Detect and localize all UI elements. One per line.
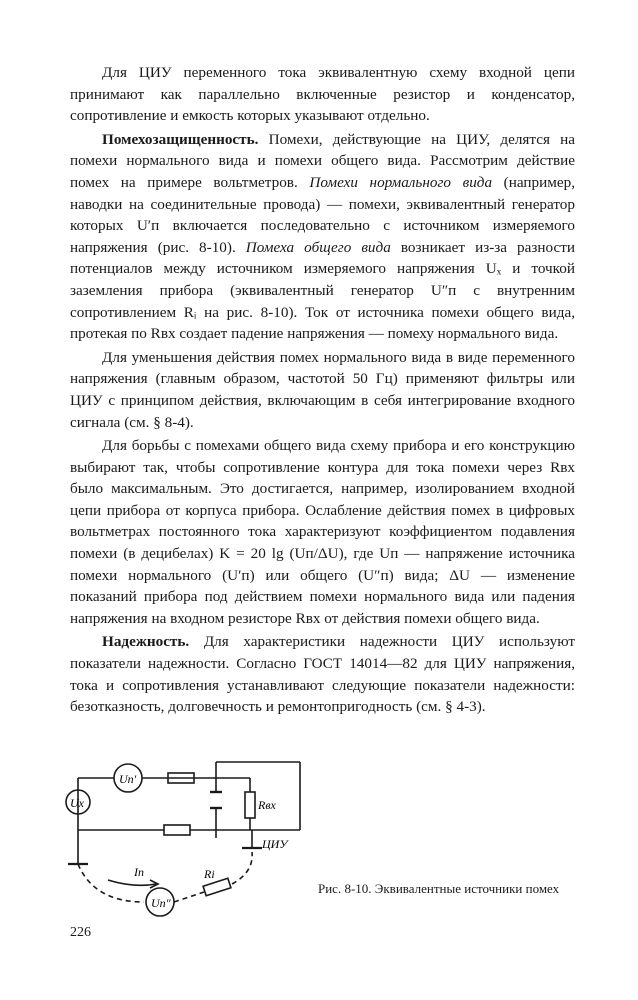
page-number: 226 [70,925,91,940]
r-i-label: Ri [204,867,215,881]
italic-term: Помеха общего вида [245,238,391,256]
circuit-diagram [64,752,314,920]
text-run: Для уменьшения действия помех нормального вида в виде переменного напряжения (главным образом, частотой 50 Гц) применяют фильтры или ЦИУ с принципом действия, включающим в себя интегрирование входного сигнала (см. § 8-4). [70,348,575,431]
text-body [70,62,575,718]
text-run: Для ЦИУ переменного тока эквивалентную схему входной цепи принимают как параллельно включенные резистор и конденсатор, сопротивление и емкость которых указывают отдельно. [70,64,575,125]
paragraph [70,435,575,629]
source-un2-label: Un″ [151,896,171,910]
bold-heading: Надежность. [102,633,190,651]
text-run: (например, наводки на соединительные провода) — помехи, эквивалентный генератор которых U′п включается последовательно с источником измеряемого напряжения (рис. 8-10). [70,173,575,256]
r-in-label: Rвх [258,798,276,812]
paragraph [70,631,575,717]
text-run: Помехи, действующие на ЦИУ, делятся на помехи нормального вида и помехи общего вида. Рассмотрим действие помех на примере вольтметров. [70,130,575,191]
text-run: Для борьбы с помехами общего вида схему прибора и его конструкцию выбирают так, чтобы сопротивление контура для тока помехи через Rвх было максимальным. Это достигается, например, изолированием входной цепи прибора от корпуса прибора. Ослабление действия помех в цифровых вольтметрах постоянного тока характеризуют коэффициентом подавления помехи (в децибелах) K = 20 lg (Uп/ΔU), где Uп — напряжение источника помехи нормального (U′п) или общего (U″п) вида; ΔU — изменение показаний прибора под действием помехи нормального вида или падения напряжения на входном резисторе Rвх от действия помехи общего вида. [70,437,575,627]
bold-heading: Помехозащищенность. [102,130,259,148]
text-run: возникает из-за разности потенциалов между источником измеряемого напряжения Uₓ и точкой заземления прибора (эквивалентный генератор U″п с внутренним сопротивлением Rᵢ на рис. 8-10). Ток от источника помехи общего вида, протекая по Rвх создает падение напряжения — помеху нормального вида. [70,238,575,343]
figure-caption: Рис. 8-10. Эквивалентные источники помех [318,881,560,896]
paragraph [70,62,575,127]
source-un1-label: Un′ [119,772,137,786]
current-label: Iп [134,865,144,879]
text-run: Для характеристики надежности ЦИУ используют показатели надежности. Согласно ГОСТ 14014—82 для ЦИУ напряжения, тока и сопротивления устанавливают следующие показатели надежности: безотказность, долговечность и ремонтопригодность (см. § 4-3). [70,633,575,716]
paragraph [70,129,575,345]
paragraph [70,347,575,433]
italic-term: Помехи нормального вида [309,173,493,191]
device-label: ЦИУ [262,837,288,851]
source-ux-label: Ux [70,796,84,810]
